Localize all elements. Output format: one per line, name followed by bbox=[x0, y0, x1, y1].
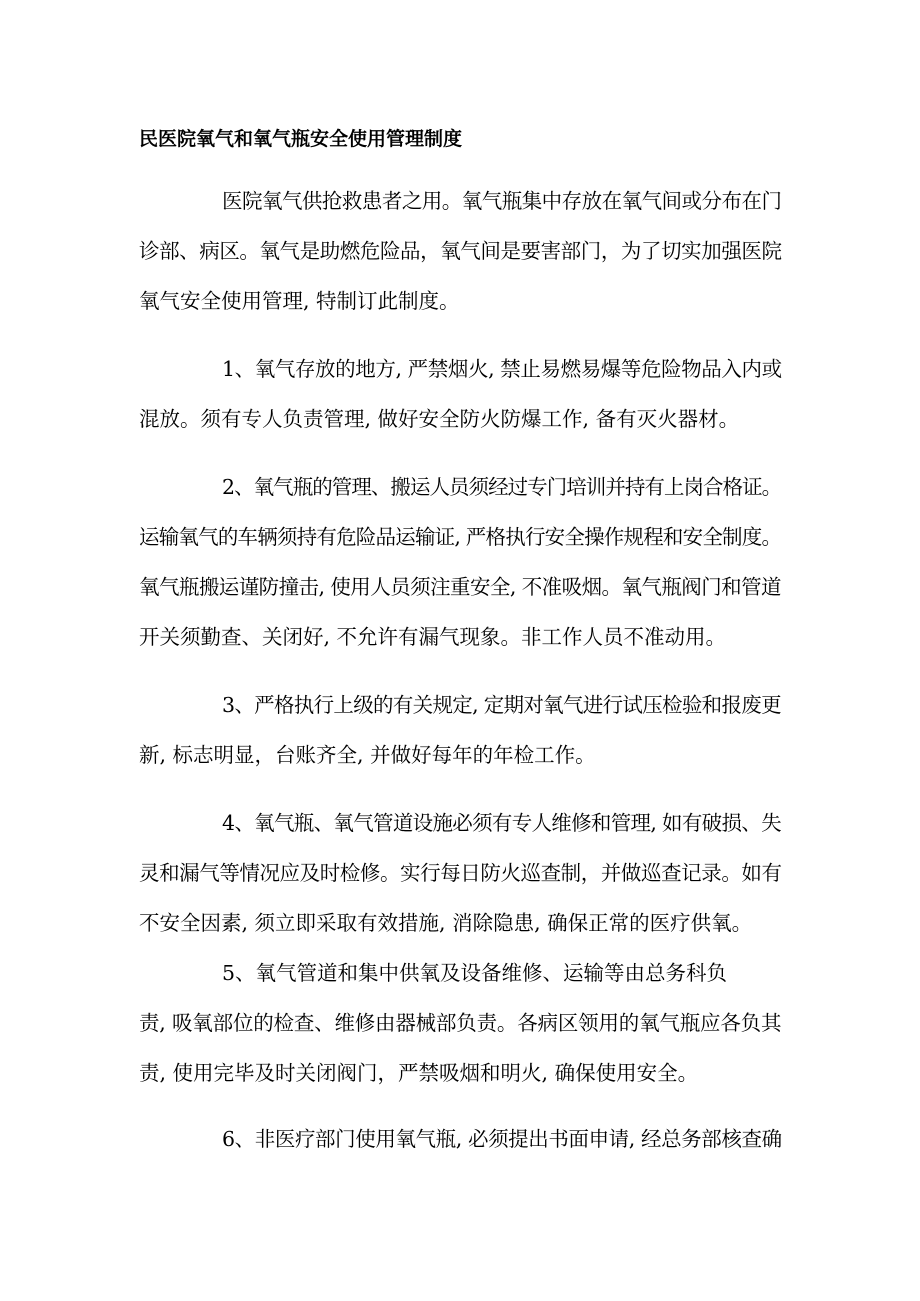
section-2-line-2: 运输氧气的车辆须持有危险品运输证, 严格执行安全操作规程和安全制度。 bbox=[139, 525, 782, 549]
section-6-line-1: 6、非医疗部门使用氧气瓶, 必须提出书面申请, 经总务部核查确 bbox=[222, 1127, 782, 1151]
intro-line-2: 诊部、病区。氧气是助燃危险品，氧气间是要害部门，为了切实加强医院 bbox=[139, 239, 782, 263]
section-5-line-3: 责, 使用完毕及时关闭阀门，严禁吸烟和明火, 确保使用安全。 bbox=[139, 1061, 699, 1085]
section-4-line-3: 不安全因素, 须立即采取有效措施, 消除隐患, 确保正常的医疗供氧。 bbox=[139, 911, 753, 935]
section-2-line-1: 2、氧气瓶的管理、搬运人员须经过专门培训并持有上岗合格证。 bbox=[222, 475, 782, 499]
section-5-line-2: 责, 吸氧部位的检查、维修由器械部负责。各病区领用的氧气瓶应各负其 bbox=[139, 1011, 782, 1035]
intro-line-1: 医院氧气供抢救患者之用。氧气瓶集中存放在氧气间或分布在门 bbox=[222, 189, 782, 213]
section-1-line-1: 1、氧气存放的地方, 严禁烟火, 禁止易燃易爆等危险物品入内或 bbox=[222, 357, 782, 381]
intro-line-3: 氧气安全使用管理, 特制订此制度。 bbox=[139, 289, 460, 313]
section-4-line-1: 4、氧气瓶、氧气管道设施必须有专人维修和管理, 如有破损、失 bbox=[222, 811, 781, 835]
section-4-line-2: 灵和漏气等情况应及时检修。实行每日防火巡查制，并做巡查记录。如有 bbox=[139, 861, 782, 885]
section-2-line-4: 开关须勤查、关闭好, 不允许有漏气现象。非工作人员不准动用。 bbox=[139, 625, 727, 649]
section-2-line-3: 氧气瓶搬运谨防撞击, 使用人员须注重安全, 不准吸烟。氧气瓶阀门和管道 bbox=[139, 575, 781, 599]
section-1-line-2: 混放。须有专人负责管理, 做好安全防火防爆工作, 备有灭火器材。 bbox=[139, 407, 740, 431]
section-3-line-2: 新, 标志明显，台账齐全, 并做好每年的年检工作。 bbox=[139, 743, 596, 767]
section-5-line-1: 5、氧气管道和集中供氧及设备维修、运输等由总务科负 bbox=[222, 961, 728, 985]
section-3-line-1: 3、严格执行上级的有关规定, 定期对氧气进行试压检验和报废更 bbox=[222, 693, 781, 717]
document-title: 民医院氧气和氧气瓶安全使用管理制度 bbox=[139, 128, 463, 150]
